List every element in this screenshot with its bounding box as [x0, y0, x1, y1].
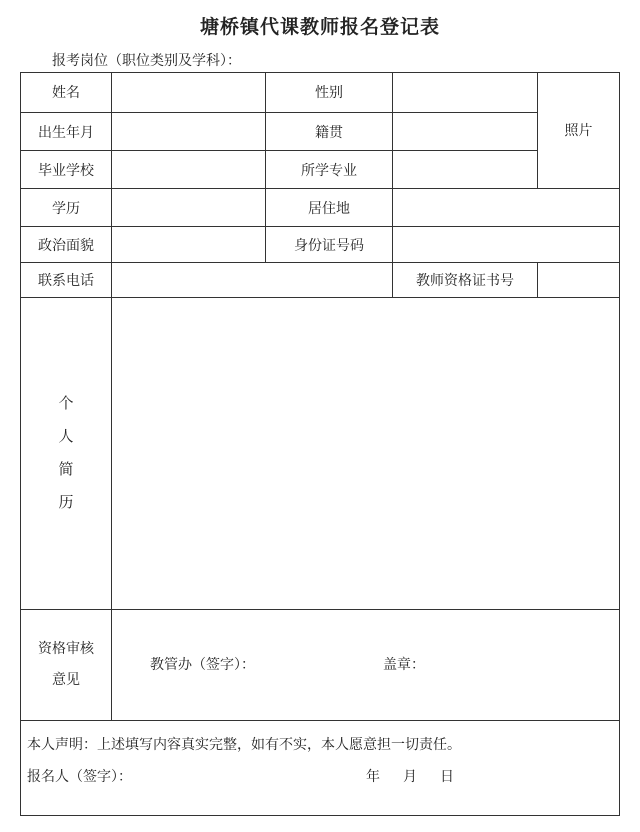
input-teacher-cert[interactable]	[538, 263, 619, 297]
label-id-number: 身份证号码	[294, 237, 364, 254]
label-phone: 联系电话	[38, 273, 94, 289]
label-gender: 性别	[315, 85, 343, 101]
input-birth[interactable]	[112, 113, 265, 150]
input-phone[interactable]	[112, 263, 392, 297]
input-education[interactable]	[112, 189, 265, 226]
date-day: 日	[440, 769, 454, 785]
input-gender[interactable]	[393, 72, 537, 112]
label-name: 姓名	[52, 85, 80, 101]
input-resume[interactable]	[112, 298, 619, 609]
seal-label: 盖章：	[383, 657, 425, 673]
input-school[interactable]	[112, 151, 265, 188]
label-education: 学历	[52, 200, 80, 217]
label-native-place: 籍贯	[315, 124, 343, 141]
table-border-right	[619, 72, 620, 816]
resume-char: 历	[58, 493, 74, 511]
signer-label: 报名人（签字）：	[27, 769, 132, 785]
label-birth: 出生年月	[38, 124, 94, 141]
table-border-bottom	[20, 815, 620, 816]
resume-char: 简	[58, 460, 74, 478]
resume-char: 人	[58, 427, 74, 445]
review-label-line2: 意见	[52, 672, 80, 688]
label-teacher-cert: 教师资格证书号	[416, 273, 514, 289]
input-residence[interactable]	[393, 189, 619, 226]
input-political-status[interactable]	[112, 227, 265, 262]
office-signature-label: 教管办（签字）：	[150, 657, 255, 673]
label-review	[20, 610, 112, 720]
label-residence: 居住地	[308, 200, 350, 217]
label-resume	[20, 298, 112, 608]
label-major: 所学专业	[301, 162, 357, 179]
label-school: 毕业学校	[38, 162, 94, 179]
input-native-place[interactable]	[393, 113, 537, 150]
input-major[interactable]	[393, 151, 537, 188]
date-month: 月	[403, 769, 417, 785]
resume-char: 个	[58, 394, 74, 412]
photo-box[interactable]: 照片	[564, 123, 593, 139]
position-label: 报考岗位（职位类别及学科）：	[52, 53, 241, 69]
review-label-line1: 资格审核	[38, 641, 94, 657]
form-title: 塘桥镇代课教师报名登记表	[199, 16, 440, 38]
row-divider	[20, 720, 620, 721]
label-political-status: 政治面貌	[38, 237, 94, 254]
date-year: 年	[366, 769, 380, 785]
input-name[interactable]	[112, 72, 265, 112]
declaration-text: 本人声明：上述填写内容真实完整，如有不实，本人愿意担一切责任。	[27, 737, 461, 753]
input-id-number[interactable]	[393, 227, 619, 262]
